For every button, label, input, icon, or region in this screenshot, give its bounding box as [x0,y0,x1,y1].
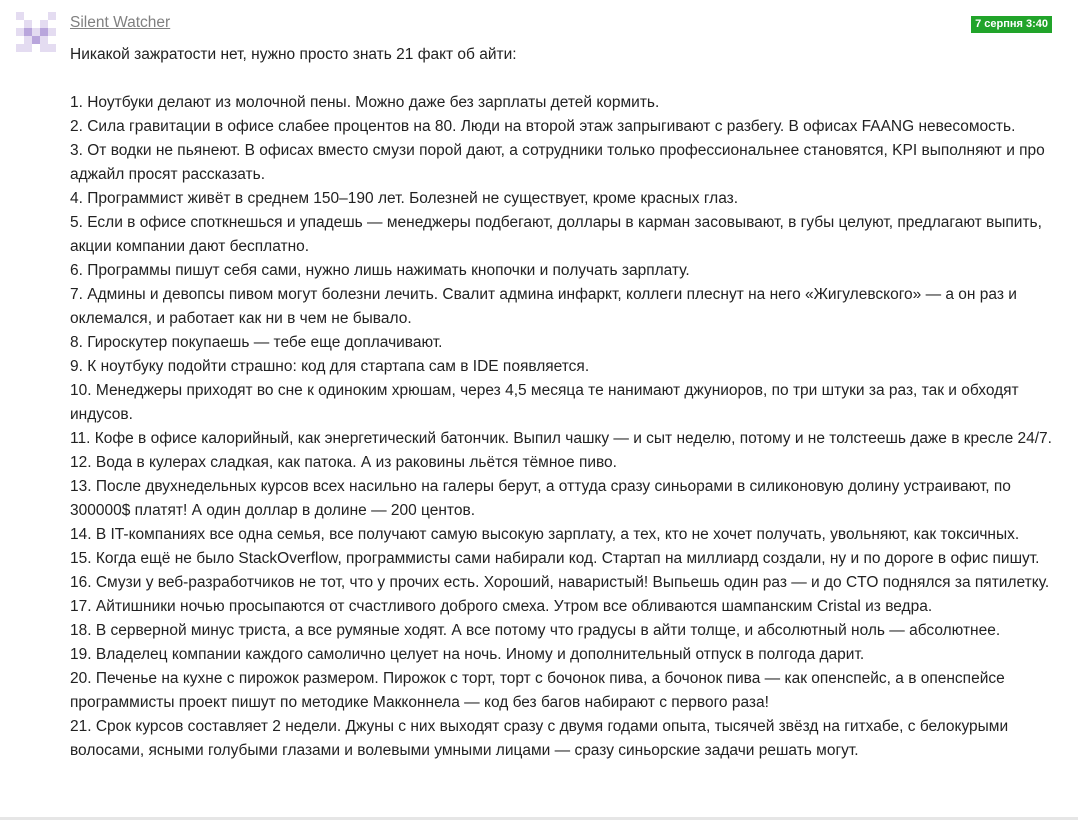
list-item: 18. В серверной минус триста, а все румяные ходят. А все потому что градусы в айти толще, и абсолютный ноль — абсолютнее. [70,622,1001,639]
list-item: 2. Сила гравитации в офисе слабее процентов на 80. Люди на второй этаж запрыгивают с разбегу. В офисах FAANG невесомость. [70,118,1016,135]
list-item: 15. Когда ещё не было StackOverflow, программисты сами набирали код. Стартап на миллиард создали, ну и по дороге в офис пишут. [70,550,1040,567]
list-item: 1. Ноутбуки делают из молочной пены. Можно даже без зарплаты детей кормить. [70,94,660,111]
list-item: 4. Программист живёт в среднем 150–190 лет. Болезней не существует, кроме красных глаз. [70,190,739,207]
list-item: 3. От водки не пьянеют. В офисах вместо смузи порой дают, а сотрудники только профессиональнее становятся, KPI выполняют и про аджайл просят рассказать. [70,142,1045,183]
facts-list [70,91,1055,763]
comment-intro: Никакой зажратости нет, нужно просто знать 21 факт об айти: [70,46,517,63]
list-item: 5. Если в офисе споткнешься и упадешь — менеджеры подбегают, доллары в карман засовывают, в губы целуют, предлагают выпить, акции компании дают бесплатно. [70,214,1042,255]
list-item: 13. После двухнедельных курсов всех насильно на галеры берут, а оттуда сразу синьорами в силиконовую долину устраивают, по 300000$ платят! А один доллар в долине — 200 центов. [70,478,1011,519]
list-item: 20. Печенье на кухне с пирожок размером. Пирожок с торт, торт с бочонок пива, а бочонок пива — как опенспейс, а в опенспейсе программисты проект пишут по методике Макконнела — код без багов набирают с первого раза! [70,670,1005,711]
timestamp-badge[interactable]: 7 серпня 3:40 [971,16,1052,33]
list-item: 19. Владелец компании каждого самолично целует на ночь. Иному и дополнительный отпуск в полгода дарит. [70,646,865,663]
comment-body [70,43,1055,763]
list-item: 17. Айтишники ночью просыпаются от счастливого доброго смеха. Утром все обливаются шампанским Cristal из ведра. [70,598,933,615]
list-item: 21. Срок курсов составляет 2 недели. Джуны с них выходят сразу с двумя годами опыта, тысячей звёзд на гитхабе, с белокурыми волосами, ясными голубыми глазами и волевыми умными лицами — сразу синьорские задачи решать могут. [70,718,1009,759]
avatar[interactable] [16,12,56,52]
author-link[interactable]: Silent Watcher [70,14,171,31]
list-item: 7. Админы и девопсы пивом могут болезни лечить. Свалит админа инфаркт, коллеги плеснут на него «Жигулевского» — а он раз и оклемался, и работает как ни в чем не бывало. [70,286,1017,327]
list-item: 9. К ноутбуку подойти страшно: код для стартапа сам в IDE появляется. [70,358,590,375]
list-item: 16. Смузи у веб-разработчиков не тот, что у прочих есть. Хороший, наваристый! Выпьешь один раз — и до CTO поднялся за пятилетку. [70,574,1050,591]
list-item: 8. Гироскутер покупаешь — тебе еще доплачивают. [70,334,443,351]
list-item: 6. Программы пишут себя сами, нужно лишь нажимать кнопочки и получать зарплату. [70,262,690,279]
list-item: 14. В IT-компаниях все одна семья, все получают самую высокую зарплату, а тех, кто не хочет получать, увольняют, как токсичных. [70,526,1020,543]
list-item: 11. Кофе в офисе калорийный, как энергетический батончик. Выпил чашку — и сыт неделю, потому и не толстеешь даже в кресле 24/7. [70,430,1052,447]
list-item: 10. Менеджеры приходят во сне к одиноким хрюшам, через 4,5 месяца те нанимают джуниоров, по три штуки за раз, так и обходят индусов. [70,382,1019,423]
list-item: 12. Вода в кулерах сладкая, как патока. А из раковины льётся тёмное пиво. [70,454,617,471]
